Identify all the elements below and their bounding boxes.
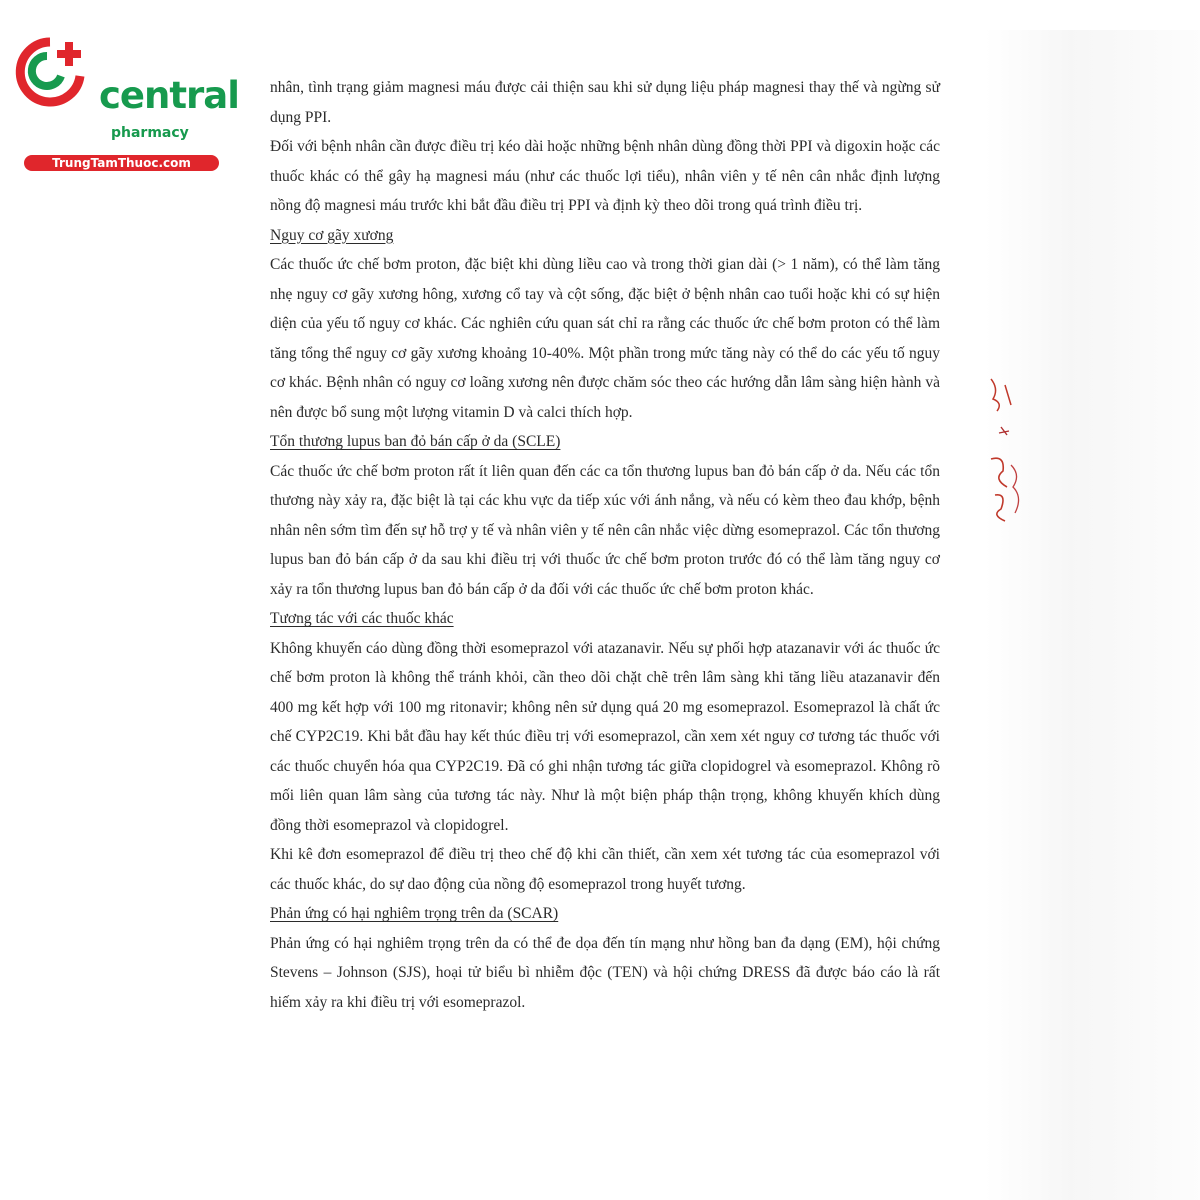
paragraph-magnesium-continued: nhân, tình trạng giảm magnesi máu được cải thiện sau khi sử dụng liệu pháp magnesi thay thế và ngừng sử dụng PPI. (270, 79, 940, 126)
document-body (270, 73, 940, 1017)
heading-fracture-risk: Nguy cơ gãy xương (270, 226, 394, 244)
paragraph-scle: Các thuốc ức chế bơm proton rất ít liên quan đến các ca tổn thương lupus ban đỏ bán cấp ở da. Nếu các tổn thương này xảy ra, đặc biệt là tại các khu vực da tiếp xúc với ánh nắng, và nếu có kèm theo đau khớp, bệnh nhân nên sớm tìm đến sự hỗ trợ y tế và nhân viên y tế nên cân nhắc việc dừng esomeprazol. Các tổn thương lupus ban đỏ bán cấp ở da sau khi điều trị với thuốc ức chế bơm proton trước đó có thể làm tăng nguy cơ xảy ra tổn thương lupus ban đỏ bán cấp ở da đối với các thuốc ức chế bơm proton khác. (270, 462, 940, 598)
paragraph-drug-interactions: Không khuyến cáo dùng đồng thời esomeprazol với atazanavir. Nếu sự phối hợp atazanavir với ác thuốc ức chế bơm proton là không thể tránh khỏi, cần theo dõi chặt chẽ trên lâm sàng khi tăng liều atazanavir đến 400 mg kết hợp với 100 mg ritonavir; không nên sử dụng quá 20 mg esomeprazol. Esomeprazol là chất ức chế CYP2C19. Khi bắt đầu hay kết thúc điều trị với esomeprazol, cần xem xét nguy cơ tương tác thuốc với các thuốc chuyển hóa qua CYP2C19. Đã có ghi nhận tương tác giữa clopidogrel và esomeprazol. Không rõ mối liên quan lâm sàng của tương tác này. Như là một biện pháp thận trọng, không khuyến khích dùng đồng thời esomeprazol và clopidogrel. (270, 639, 940, 834)
brand-subtitle: pharmacy (111, 125, 189, 141)
brand-url-badge: TrungTamThuoc.com (24, 155, 219, 171)
central-pharmacy-logo (10, 36, 239, 170)
paragraph-scar: Phản ứng có hại nghiêm trọng trên da có thể đe dọa đến tín mạng như hồng ban đa dạng (EM), hội chứng Stevens – Johnson (SJS), hoại tử biểu bì nhiễm độc (TEN) và hội chứng DRESS đã được báo cáo là rất hiếm xảy ra khi điều trị với esomeprazol. (270, 934, 940, 1011)
paragraph-prescribing-note: Khi kê đơn esomeprazol để điều trị theo chế độ khi cần thiết, cần xem xét tương tác của esomeprazol với các thuốc khác, do sự dao động của nồng độ esomeprazol trong huyết tương. (270, 846, 940, 893)
margin-signature-mark (985, 375, 1031, 525)
pharmacy-cross-logo-icon (10, 36, 92, 118)
heading-scle: Tổn thương lupus ban đỏ bán cấp ở da (SCLE) (270, 433, 561, 450)
paragraph-magnesium-monitoring: Đối với bệnh nhân cần được điều trị kéo dài hoặc những bệnh nhân dùng đồng thời PPI và digoxin hoặc các thuốc khác có thể gây hạ magnesi máu (như các thuốc lợi tiểu), nhân viên y tế nên cân nhắc định lượng nồng độ magnesi máu trước khi bắt đầu điều trị PPI và định kỳ theo dõi trong quá trình điều trị. (270, 138, 940, 214)
heading-drug-interactions: Tương tác với các thuốc khác (270, 610, 454, 627)
brand-name: central (99, 74, 239, 117)
scan-shading (985, 30, 1200, 1200)
paragraph-fracture-risk: Các thuốc ức chế bơm proton, đặc biệt khi dùng liều cao và trong thời gian dài (> 1 năm), có thể làm tăng nhẹ nguy cơ gãy xương hông, xương cổ tay và cột sống, đặc biệt ở bệnh nhân cao tuổi hoặc khi có sự hiện diện của yếu tố nguy cơ khác. Các nghiên cứu quan sát chỉ ra rằng các thuốc ức chế bơm proton có thể làm tăng tổng thể nguy cơ gãy xương khoảng 10-40%. Một phần trong mức tăng này có thể do các yếu tố nguy cơ khác. Bệnh nhân có nguy cơ loãng xương nên được chăm sóc theo các hướng dẫn lâm sàng hiện hành và nên được bổ sung một lượng vitamin D và calci thích hợp. (270, 256, 940, 421)
heading-scar: Phản ứng có hại nghiêm trọng trên da (SCAR) (270, 905, 559, 922)
